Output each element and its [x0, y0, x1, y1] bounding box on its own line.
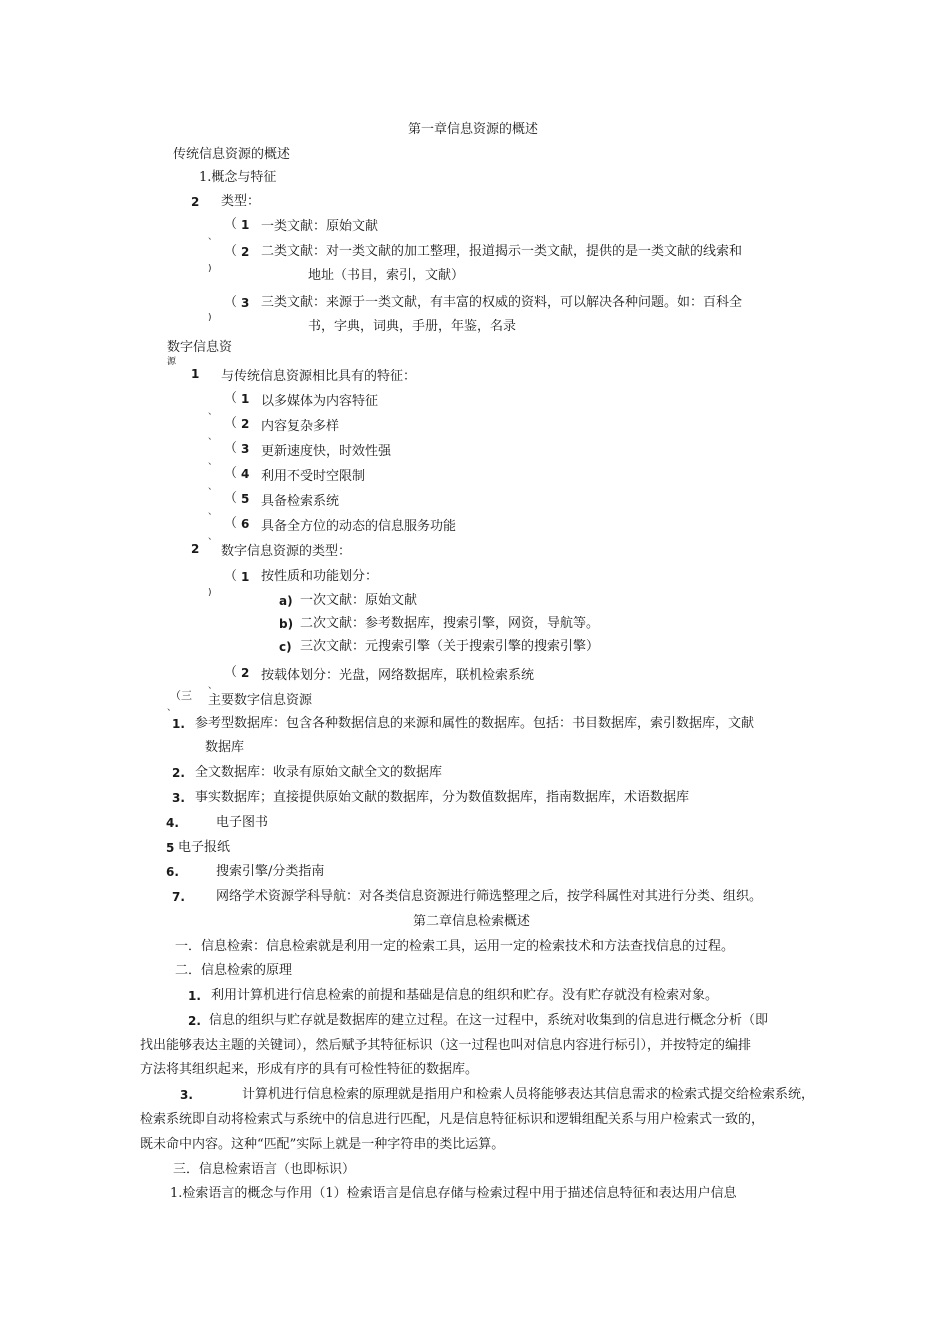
feature-num: 2 — [241, 417, 250, 431]
paren-open: （ — [224, 217, 238, 232]
db-num: 1. — [172, 717, 185, 731]
mark: 、 — [167, 703, 177, 713]
db-text-cont: 数据库 — [205, 740, 245, 755]
paren-open: （ — [224, 416, 238, 431]
principle-num: 2. — [188, 1014, 201, 1028]
features-num: 1 — [191, 367, 200, 381]
principle-2-a: 信息的组织与贮存就是数据库的建立过程。在这一过程中，系统对收集到的信息进行概念分析（即 — [209, 1013, 769, 1028]
db-text: 参考型数据库：包含各种数据信息的来源和属性的数据库。包括：书目数据库，索引数据库，文献 — [195, 716, 755, 731]
feature-num: 1 — [241, 392, 250, 406]
section-traditional: 传统信息资源的概述 — [173, 147, 291, 162]
paren-open: （ — [224, 244, 238, 259]
retrieval-principle-heading: 二．信息检索的原理 — [175, 963, 293, 978]
section-main-marker: （三 — [170, 689, 192, 702]
mark: 、 — [208, 507, 218, 517]
type3-num: 3 — [241, 296, 250, 310]
db-text: 事实数据库；直接提供原始文献的数据库，分为数值数据库，指南数据库，术语数据库 — [195, 790, 690, 805]
retrieval-language-concept: 1.检索语言的概念与作用（1）检索语言是信息存储与检索过程中用于描述信息特征和表达用户信息 — [170, 1186, 737, 1201]
paren-open: （ — [224, 466, 238, 481]
types-heading: 类型： — [221, 194, 261, 209]
feature-text: 更新速度快，时效性强 — [261, 444, 392, 459]
feature-text: 内容复杂多样 — [261, 419, 340, 434]
chapter2-title: 第二章信息检索概述 — [413, 914, 531, 929]
sub-item-marker: c) — [279, 640, 292, 654]
mark: 、 — [208, 232, 218, 242]
feature-text: 具备全方位的动态的信息服务功能 — [261, 519, 457, 534]
db-num: 6. — [166, 865, 179, 879]
digital-types-heading: 数字信息资源的类型： — [221, 544, 352, 559]
feature-num: 3 — [241, 442, 250, 456]
paren-open: （ — [224, 516, 238, 531]
mark: 、 — [208, 482, 218, 492]
mark: 、 — [208, 681, 218, 691]
type3-text-b: 书，字典，词典，手册，年鉴，名录 — [308, 319, 517, 334]
principle-1: 利用计算机进行信息检索的前提和基础是信息的组织和贮存。没有贮存就没有检索对象。 — [211, 988, 719, 1003]
db-text: 搜索引擎/分类指南 — [216, 864, 325, 879]
feature-num: 5 — [241, 492, 250, 506]
type1-text: 一类文献：原始文献 — [261, 219, 379, 234]
sub-item-text: 一次文献：原始文献 — [300, 593, 418, 608]
db-text: 网络学术资源学科导航：对各类信息资源进行筛选整理之后，按学科属性对其进行分类、组织。 — [216, 889, 763, 904]
principle-3-b: 检索系统即自动将检索式与系统中的信息进行匹配，凡是信息特征标识和逻辑组配关系与用户检索式一致的， — [140, 1112, 765, 1127]
db-num: 2. — [172, 766, 185, 780]
mark: ) — [208, 313, 212, 323]
feature-text: 利用不受时空限制 — [261, 469, 366, 484]
paren-open: （ — [224, 491, 238, 506]
section-digital-tail: 源 — [167, 357, 177, 367]
type2-text-a: 二类文献：对一类文献的加工整理，报道揭示一类文献，提供的是一类文献的线索和 — [261, 244, 743, 259]
type-by-function-num: 1 — [241, 570, 250, 584]
principle-num: 1. — [188, 989, 201, 1003]
mark: 、 — [208, 532, 218, 542]
mark: 、 — [208, 407, 218, 417]
db-num: 5 — [166, 841, 175, 855]
db-num: 7. — [172, 890, 185, 904]
sub-item-text: 三次文献：元搜索引擎（关于搜索引擎的搜索引擎） — [300, 639, 600, 654]
types-num: 2 — [191, 195, 200, 209]
chapter1-title: 第一章信息资源的概述 — [408, 122, 539, 137]
section-digital: 数字信息资 — [167, 340, 233, 355]
mark: ) — [208, 588, 212, 598]
feature-text: 具备检索系统 — [261, 494, 340, 509]
concept-heading: 1.概念与特征 — [199, 170, 277, 185]
principle-num: 3. — [180, 1088, 193, 1102]
principle-3-a: 计算机进行信息检索的原理就是指用户和检索人员将能够表达其信息需求的检索式提交给检索系统， — [242, 1087, 815, 1102]
principle-3-c: 既未命中内容。这种“匹配”实际上就是一种字符串的类比运算。 — [140, 1137, 505, 1152]
type-by-function: 按性质和功能划分： — [261, 569, 379, 584]
feature-num: 4 — [241, 467, 250, 481]
feature-num: 6 — [241, 517, 250, 531]
db-text: 全文数据库：收录有原始文献全文的数据库 — [195, 765, 443, 780]
section-main-digital: 主要数字信息资源 — [208, 693, 313, 708]
sub-item-text: 二次文献：参考数据库，搜索引擎，网资，导航等。 — [300, 616, 600, 631]
digital-types-num: 2 — [191, 542, 200, 556]
paren-open: （ — [224, 295, 238, 310]
retrieval-language-heading: 三．信息检索语言（也即标识） — [173, 1162, 356, 1177]
paren-open: （ — [224, 391, 238, 406]
retrieval-definition: 一．信息检索：信息检索就是利用一定的检索工具，运用一定的检索技术和方法查找信息的过程。 — [175, 939, 735, 954]
paren-open: （ — [224, 665, 238, 680]
principle-2-c: 方法将其组织起来，形成有序的具有可检性特征的数据库。 — [140, 1062, 479, 1077]
type1-num: 1 — [241, 218, 250, 232]
type2-text-b: 地址（书目，索引，文献） — [308, 268, 465, 283]
sub-item-marker: a) — [279, 594, 293, 608]
mark: ) — [208, 264, 212, 274]
type-by-carrier-num: 2 — [241, 666, 250, 680]
type2-num: 2 — [241, 245, 250, 259]
db-num: 4. — [166, 816, 179, 830]
mark: 、 — [208, 457, 218, 467]
sub-item-marker: b) — [279, 617, 294, 631]
db-text: 电子图书 — [216, 815, 269, 830]
mark: 、 — [208, 432, 218, 442]
paren-open: （ — [224, 569, 238, 584]
features-heading: 与传统信息资源相比具有的特征： — [221, 369, 417, 384]
db-num: 3. — [172, 791, 185, 805]
feature-text: 以多媒体为内容特征 — [261, 394, 379, 409]
type-by-carrier: 按载体划分：光盘，网络数据库，联机检索系统 — [261, 668, 535, 683]
principle-2-b: 找出能够表达主题的关键词），然后赋予其特征标识（这一过程也叫对信息内容进行标引），并按特定的编排 — [140, 1038, 752, 1053]
type3-text-a: 三类文献：来源于一类文献，有丰富的权威的资料，可以解决各种问题。如：百科全 — [261, 295, 743, 310]
paren-open: （ — [224, 441, 238, 456]
db-text: 电子报纸 — [178, 840, 231, 855]
